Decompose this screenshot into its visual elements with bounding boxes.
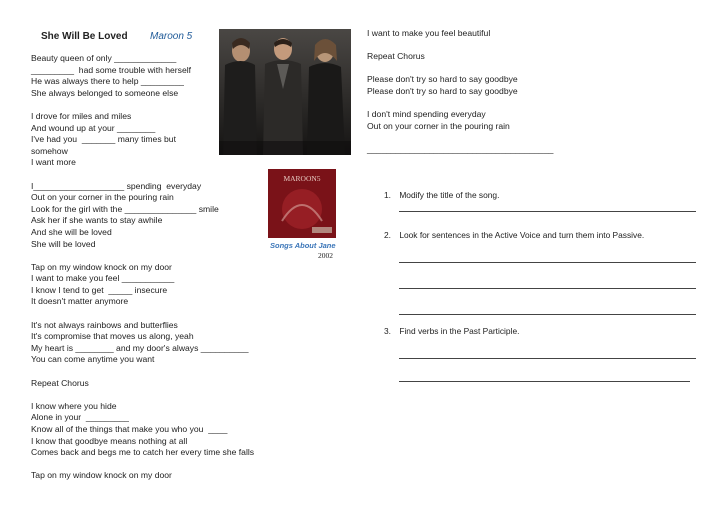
lyric-line: Out on your corner in the pouring rain: [31, 192, 174, 203]
lyric-line: [31, 250, 266, 262]
lyric-line: My heart is ________ and my door's always __________: [31, 342, 249, 353]
lyric-line: Repeat Chorus: [367, 51, 425, 62]
question-number: 2.: [384, 230, 391, 240]
lyric-line: Tap on my window knock on my door: [31, 261, 172, 272]
lyric-line: Please don't try so hard to say goodbye: [367, 74, 518, 85]
artist-name: Maroon 5: [150, 31, 193, 42]
lyric-line: [31, 459, 266, 471]
lyric-line: And wound up at your ________: [31, 122, 156, 133]
lyric-line: It's not always rainbows and butterflies: [31, 319, 178, 330]
lyric-line: She will be loved: [31, 238, 96, 249]
lyric-line: I want more: [31, 157, 76, 168]
lyric-line: [31, 169, 266, 181]
answer-line[interactable]: [399, 381, 690, 382]
album-caption: Songs About Jane: [270, 241, 336, 250]
lyric-line: I___________________ spending everyday: [31, 180, 202, 191]
answer-line[interactable]: [399, 358, 696, 359]
lyric-line: [367, 98, 597, 110]
album-cover: [268, 169, 336, 238]
lyric-line: Tap on my window knock on my door: [31, 470, 172, 481]
band-photo: [219, 29, 351, 155]
lyric-line: I drove for miles and miles: [31, 110, 132, 121]
lyric-line: _________ had some trouble with herself: [31, 64, 192, 75]
lyric-line: [367, 63, 597, 75]
question-text: Look for sentences in the Active Voice and turn them into Passive.: [399, 230, 645, 240]
lyric-line: Out on your corner in the pouring rain: [367, 120, 510, 131]
album-cover-text: MAROON5: [283, 174, 321, 183]
lyric-line: Ask her if she wants to stay awhile: [31, 215, 163, 226]
answer-line[interactable]: [399, 262, 696, 263]
lyric-line: _______________________________________: [367, 143, 554, 154]
question-number: 1.: [384, 190, 391, 200]
lyric-line: I know where you hide: [31, 400, 117, 411]
lyric-line: Beauty queen of only _____________: [31, 53, 177, 63]
lyric-line: He was always there to help _________: [31, 76, 184, 87]
lyric-line: You can come anytime you want: [31, 354, 155, 365]
lyric-line: Please don't try so hard to say goodbye: [367, 85, 518, 96]
lyric-line: And she will be loved: [31, 226, 112, 237]
question-number: 3.: [384, 326, 391, 336]
answer-line[interactable]: [399, 314, 696, 315]
lyric-line: [31, 308, 266, 320]
lyrics-column-right: [367, 28, 597, 156]
lyric-line: I want to make you feel beautiful: [367, 28, 491, 38]
answer-line[interactable]: [399, 288, 696, 289]
question-text: Find verbs in the Past Participle.: [399, 326, 520, 336]
lyric-line: I don't mind spending everyday: [367, 109, 486, 120]
lyric-line: [31, 389, 266, 401]
song-title: She Will Be Loved: [41, 31, 128, 42]
lyric-line: She always belonged to someone else: [31, 87, 179, 98]
lyric-line: Comes back and begs me to catch her every time she falls: [31, 447, 255, 458]
question-1: [384, 190, 499, 200]
lyric-line: I want to make you feel ___________: [31, 273, 175, 284]
lyric-line: I know I tend to get _____ insecure: [31, 284, 168, 295]
lyric-line: Repeat Chorus: [31, 377, 89, 388]
question-3: [384, 326, 519, 336]
lyric-line: It doesn't matter anymore: [31, 296, 129, 307]
album-year: 2002: [318, 251, 333, 260]
lyric-line: [367, 132, 597, 144]
lyric-line: It's compromise that moves us along, yeah: [31, 331, 194, 342]
lyric-line: I know that goodbye means nothing at all: [31, 435, 188, 446]
question-text: Modify the title of the song.: [399, 190, 500, 200]
lyric-line: [31, 366, 266, 378]
lyric-line: Know all of the things that make you who you ____: [31, 424, 228, 434]
lyric-line: [367, 40, 597, 52]
lyric-line: somehow: [31, 145, 68, 156]
question-2: [384, 230, 644, 240]
lyric-line: Alone in your _________: [31, 412, 129, 423]
answer-line[interactable]: [399, 211, 696, 212]
lyric-line: Look for the girl with the _______________ smile: [31, 203, 219, 214]
lyric-line: I've had you _______ many times but: [31, 134, 176, 145]
